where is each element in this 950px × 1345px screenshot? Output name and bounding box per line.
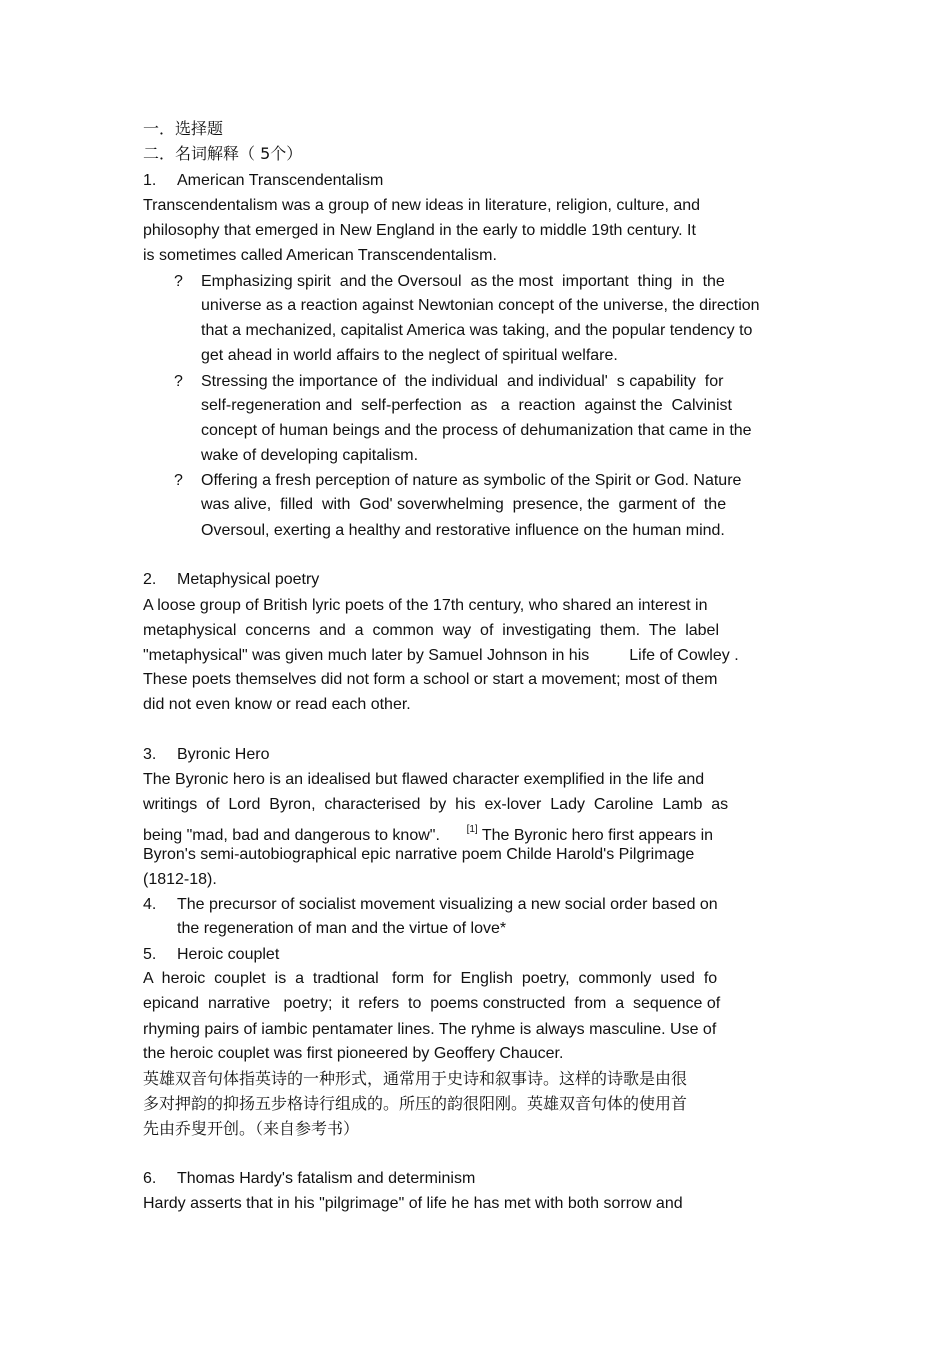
body-line: writings of Lord Byron, characterised by his ex-lover Lady Caroline Lamb as	[143, 796, 729, 813]
section-1-title	[143, 169, 383, 193]
section-title: Byronic Hero	[177, 746, 270, 763]
chinese-line: 英雄双音句体指英诗的一种形式，通常用于史诗和叙事诗。这样的诗歌是由很	[143, 1069, 688, 1088]
heading-choice-questions: 一．选择题	[143, 119, 224, 138]
body-line: Hardy asserts that in his "pilgrimage" of life he has met with both sorrow and	[143, 1195, 683, 1212]
section-number: 1.	[143, 172, 157, 189]
body-line: The Byronic hero is an idealised but flawed character exemplified in the life and	[143, 771, 705, 788]
bullet-marker: ?	[174, 472, 183, 489]
bullet-line: self-regeneration and self-perfection as a reaction against the Calvinist	[201, 397, 732, 414]
section-6-title	[143, 1167, 475, 1191]
body-line: Byron's semi-autobiographical epic narrative poem Childe Harold's Pilgrimage	[143, 846, 695, 863]
bullet-line: Emphasizing spirit and the Oversoul as the most important thing in the	[201, 273, 725, 290]
section-5-title	[143, 943, 279, 967]
body-line: Transcendentalism was a group of new ideas in literature, religion, culture, and	[143, 197, 701, 214]
heading-term-explanations: 二．名词解释（ 5个）	[143, 144, 303, 163]
body-line: A loose group of British lyric poets of the 17th century, who shared an interest in	[143, 597, 708, 614]
bullet-line: was alive, filled with God' soverwhelming presence, the garment of the	[201, 496, 727, 513]
section-title-continuation: the regeneration of man and the virtue of love*	[177, 920, 507, 937]
bullet-line: Stressing the importance of the individual and individual' s capability for	[201, 373, 724, 390]
bullet-marker: ?	[174, 373, 183, 390]
body-line: A heroic couplet is a tradtional form for English poetry, commonly used fo	[143, 970, 718, 987]
section-number: 6.	[143, 1170, 157, 1187]
body-line: metaphysical concerns and a common way of investigating them. The label	[143, 622, 719, 639]
bullet-line: Oversoul, exerting a healthy and restorative influence on the human mind.	[201, 522, 725, 539]
section-4-title	[143, 893, 718, 917]
body-line: did not even know or read each other.	[143, 696, 411, 713]
chinese-line: 先由乔叟开创。（来自参考书）	[143, 1119, 360, 1138]
section-title: American Transcendentalism	[177, 172, 384, 189]
bullet-line: concept of human beings and the process of dehumanization that came in the	[201, 422, 752, 439]
body-line: is sometimes called American Transcendentalism.	[143, 247, 497, 264]
bullet-line: Offering a fresh perception of nature as symbolic of the Spirit or God. Nature	[201, 472, 742, 489]
section-title: Metaphysical poetry	[177, 571, 320, 588]
body-line: These poets themselves did not form a school or start a movement; most of them	[143, 671, 718, 688]
body-line: (1812-18).	[143, 871, 217, 888]
bullet-marker: ?	[174, 273, 183, 290]
body-line: "metaphysical" was given much later by Samuel Johnson in his Life of Cowley .	[143, 647, 739, 664]
bullet-line: get ahead in world affairs to the neglect of spiritual welfare.	[201, 347, 618, 364]
section-title: Thomas Hardy's fatalism and determinism	[177, 1170, 476, 1187]
section-number: 3.	[143, 746, 157, 763]
body-line: epicand narrative poetry; it refers to poems constructed from a sequence of	[143, 995, 721, 1012]
section-number: 5.	[143, 946, 157, 963]
section-title: Heroic couplet	[177, 946, 280, 963]
chinese-line: 多对押韵的抑扬五步格诗行组成的。所压的韵很阳刚。英雄双音句体的使用首	[143, 1094, 688, 1113]
body-text: The Byronic hero first appears in	[477, 827, 714, 844]
bullet-line: that a mechanized, capitalist America was taking, and the popular tendency to	[201, 322, 753, 339]
body-line: philosophy that emerged in New England in the early to middle 19th century. It	[143, 222, 696, 239]
body-line: rhyming pairs of iambic pentamater lines. The ryhme is always masculine. Use of	[143, 1021, 717, 1038]
section-number: 4.	[143, 896, 157, 913]
section-3-title	[143, 743, 269, 767]
bullet-line: wake of developing capitalism.	[201, 447, 419, 464]
body-text: being "mad, bad and dangerous to know".	[143, 827, 440, 844]
body-line: the heroic couplet was first pioneered by Geoffery Chaucer.	[143, 1045, 564, 1062]
section-title: The precursor of socialist movement visualizing a new social order based on	[177, 896, 718, 913]
section-number: 2.	[143, 571, 157, 588]
citation-link[interactable]: [1]	[466, 824, 478, 835]
bullet-line: universe as a reaction against Newtonian concept of the universe, the direction	[201, 297, 760, 314]
section-2-title	[143, 568, 319, 592]
